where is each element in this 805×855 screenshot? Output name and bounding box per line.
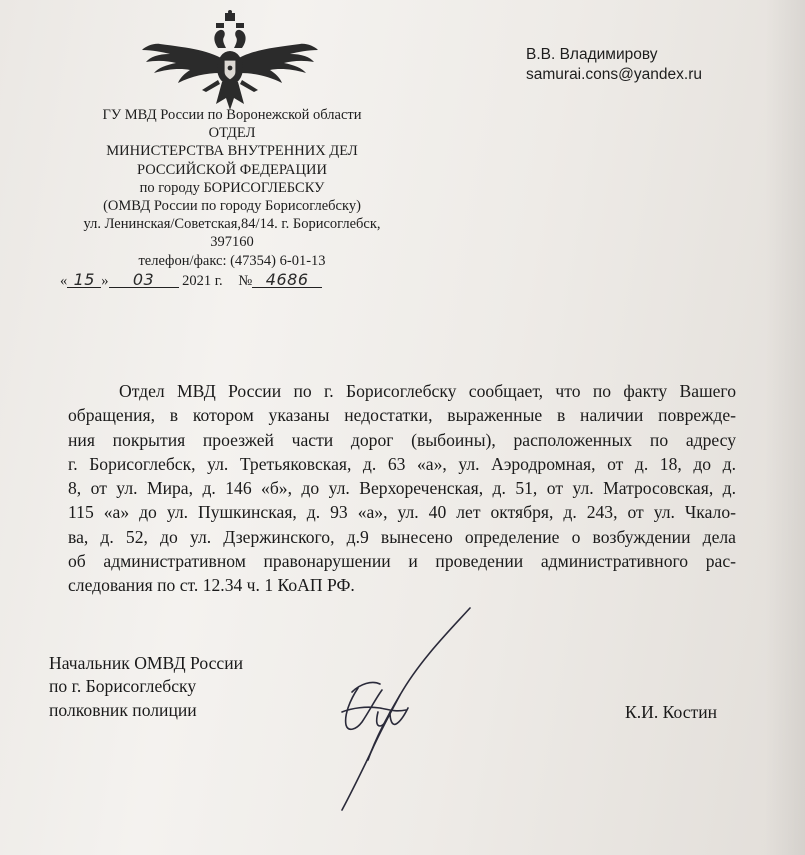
header-line: МИНИСТЕРСТВА ВНУТРЕННИХ ДЕЛ	[106, 143, 358, 160]
date-month: 03	[109, 272, 179, 288]
recipient-email: samurai.cons@yandex.ru	[526, 66, 702, 83]
header-line: телефон/факс: (47354) 6-01-13	[138, 252, 326, 269]
double-headed-eagle-icon	[140, 10, 320, 112]
body-line: ва, д. 52, до ул. Дзержинского, д.9 вынесено определение о возбуждении дела	[68, 526, 736, 547]
date-number-line	[60, 272, 322, 290]
header-line: ул. Ленинская/Советская,84/14. г. Борисоглебск,	[83, 216, 381, 233]
document-number: 4686	[252, 272, 322, 288]
body-line: следования по ст. 12.34 ч. 1 КоАП РФ.	[68, 575, 355, 596]
date-close-quote: »	[101, 273, 109, 289]
body-line: обращения, в котором указаны недостатки, выраженные в наличии поврежде-	[68, 405, 736, 426]
signatory-title	[49, 652, 243, 722]
number-sign: №	[238, 273, 253, 289]
date-open-quote: «	[60, 273, 68, 289]
letter-body	[68, 379, 736, 598]
signatory-name: К.И. Костин	[625, 702, 718, 722]
body-line: г. Борисоглебск, ул. Третьяковская, д. 63 «а», ул. Аэродромная, от д. 18, до д.	[68, 453, 736, 474]
header-line: 397160	[210, 234, 254, 251]
signatory-line: Начальник ОМВД России	[49, 653, 244, 673]
date-day: 15	[67, 272, 101, 288]
body-line: 115 «а» до ул. Пушкинская, д. 93 «а», ул. 40 лет октября, д. 243, от ул. Чкало-	[68, 502, 736, 523]
body-line: 8, от ул. Мира, д. 146 «б», до ул. Верхореченская, д. 51, от ул. Матросовская, д.	[68, 478, 736, 499]
page-shadow	[765, 0, 805, 855]
header-line: (ОМВД России по городу Борисоглебску)	[103, 198, 361, 215]
organization-header	[40, 106, 424, 270]
header-line: ОТДЕЛ	[208, 125, 256, 142]
header-line: ГУ МВД России по Воронежской области	[102, 107, 362, 123]
signatory-line: по г. Борисоглебску	[49, 676, 197, 697]
handwritten-signature	[280, 600, 480, 815]
body-line: ния покрытия проезжей части дорог (выбоины), расположенных по адресу	[68, 429, 736, 450]
header-line: РОССИЙСКОЙ ФЕДЕРАЦИИ	[137, 161, 327, 178]
recipient-block	[526, 45, 702, 85]
body-line: об административном правонарушении и проведении административного рас-	[68, 551, 736, 572]
header-line: по городу БОРИСОГЛЕБСКУ	[139, 179, 325, 196]
date-year: 2021 г.	[182, 273, 223, 289]
signatory-line: полковник полиции	[49, 699, 197, 720]
recipient-name: В.В. Владимирову	[526, 46, 658, 63]
body-line: Отдел МВД России по г. Борисоглебску сообщает, что по факту Вашего	[119, 381, 736, 401]
